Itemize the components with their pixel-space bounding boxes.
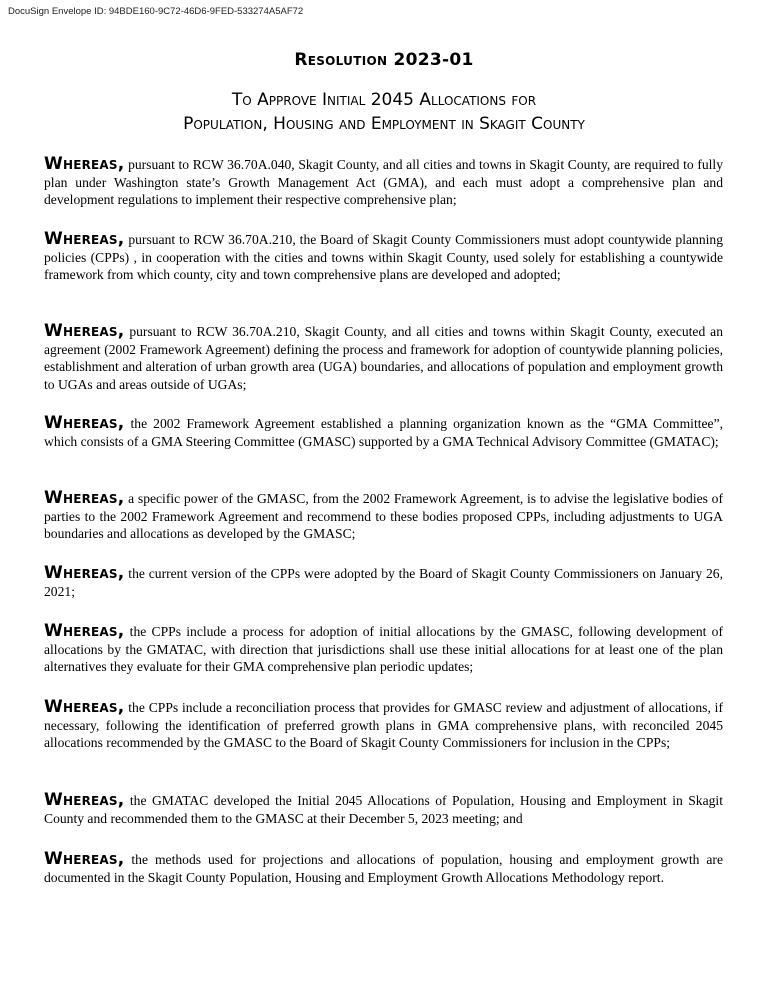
whereas-keyword: Whereas, xyxy=(44,563,125,583)
whereas-clause-2 xyxy=(44,231,723,284)
clause-text: pursuant to RCW 36.70A.210, the Board of Skagit County Commissioners must adopt countywide planning policies (CPPs) , in cooperation with the cities and towns within Skagit County, used solely for establishing a countywide framework from which county, city and town comprehensive plans are developed and adopted; xyxy=(44,232,723,282)
clause-text: the GMATAC developed the Initial 2045 Allocations of Population, Housing and Employment in Skagit County and recommended them to the GMASC at their December 5, 2023 meeting; and xyxy=(44,793,723,826)
whereas-clause-8 xyxy=(44,699,723,752)
whereas-clause-9 xyxy=(44,792,723,827)
clause-text: a specific power of the GMASC, from the 2002 Framework Agreement, is to advise the legislative bodies of parties to the 2002 Framework Agreement and recommend to these bodies proposed CPPs, including adjustments to UGA boundaries and allocations as developed by the GMASC; xyxy=(44,491,723,541)
whereas-clause-1 xyxy=(44,156,723,209)
subtitle-line-2: Population, Housing and Employment in Skagit County xyxy=(183,114,585,134)
whereas-clause-6 xyxy=(44,565,723,600)
resolution-subtitle xyxy=(0,88,768,136)
docusign-envelope-id: DocuSign Envelope ID: 94BDE160-9C72-46D6-9FED-533274A5AF72 xyxy=(8,6,304,17)
whereas-keyword: Whereas, xyxy=(44,621,125,641)
whereas-clause-10 xyxy=(44,851,723,886)
whereas-keyword: Whereas, xyxy=(44,488,125,508)
clause-text: pursuant to RCW 36.70A.040, Skagit County, and all cities and towns in Skagit County, are required to fully plan under Washington state’s Growth Management Act (GMA), and each must adopt a comprehensive plan and development regulations to implement their respective comprehensive plan; xyxy=(44,157,723,207)
whereas-keyword: Whereas, xyxy=(44,154,125,174)
clause-text: pursuant to RCW 36.70A.210, Skagit County, and all cities and towns within Skagit County, executed an agreement (2002 Framework Agreement) defining the process and framework for adoption of countywide planning policies, establishment and alteration of urban growth area (UGA) boundaries, and allocations of population and employment growth to UGAs and areas outside of UGAs; xyxy=(44,324,723,392)
whereas-keyword: Whereas, xyxy=(44,790,125,810)
clause-text: the CPPs include a reconciliation process that provides for GMASC review and adjustment of allocations, if necessary, following the identification of preferred growth plans in GMA comprehensive plans, with reconciled 2045 allocations recommended by the GMASC to the Board of Skagit County Commissioners for inclusion in the CPPs; xyxy=(44,700,723,750)
clause-text: the 2002 Framework Agreement established a planning organization known as the “GMA Committee”, which consists of a GMA Steering Committee (GMASC) supported by a GMA Technical Advisory Committee (GMATAC); xyxy=(44,416,723,449)
whereas-keyword: Whereas, xyxy=(44,849,125,869)
whereas-clause-3 xyxy=(44,323,723,393)
whereas-clause-4 xyxy=(44,415,723,450)
subtitle-line-1: To Approve Initial 2045 Allocations for xyxy=(231,90,537,110)
clause-text: the methods used for projections and allocations of population, housing and employment growth are documented in the Skagit County Population, Housing and Employment Growth Allocations Methodology report. xyxy=(44,852,723,885)
whereas-keyword: Whereas, xyxy=(44,229,125,249)
whereas-keyword: Whereas, xyxy=(44,697,125,717)
clause-text: the CPPs include a process for adoption of initial allocations by the GMASC, following development of allocations by the GMATAC, with direction that jurisdictions shall use these initial allocations for at least one of the plan alternatives they evaluate for their GMA comprehensive plan periodic updates; xyxy=(44,624,723,674)
whereas-clause-7 xyxy=(44,623,723,676)
resolution-title: Resolution 2023-01 xyxy=(294,50,474,70)
whereas-keyword: Whereas, xyxy=(44,413,125,433)
whereas-keyword: Whereas, xyxy=(44,321,125,341)
whereas-clause-5 xyxy=(44,490,723,543)
clause-text: the current version of the CPPs were adopted by the Board of Skagit County Commissioners on January 26, 2021; xyxy=(44,566,723,599)
